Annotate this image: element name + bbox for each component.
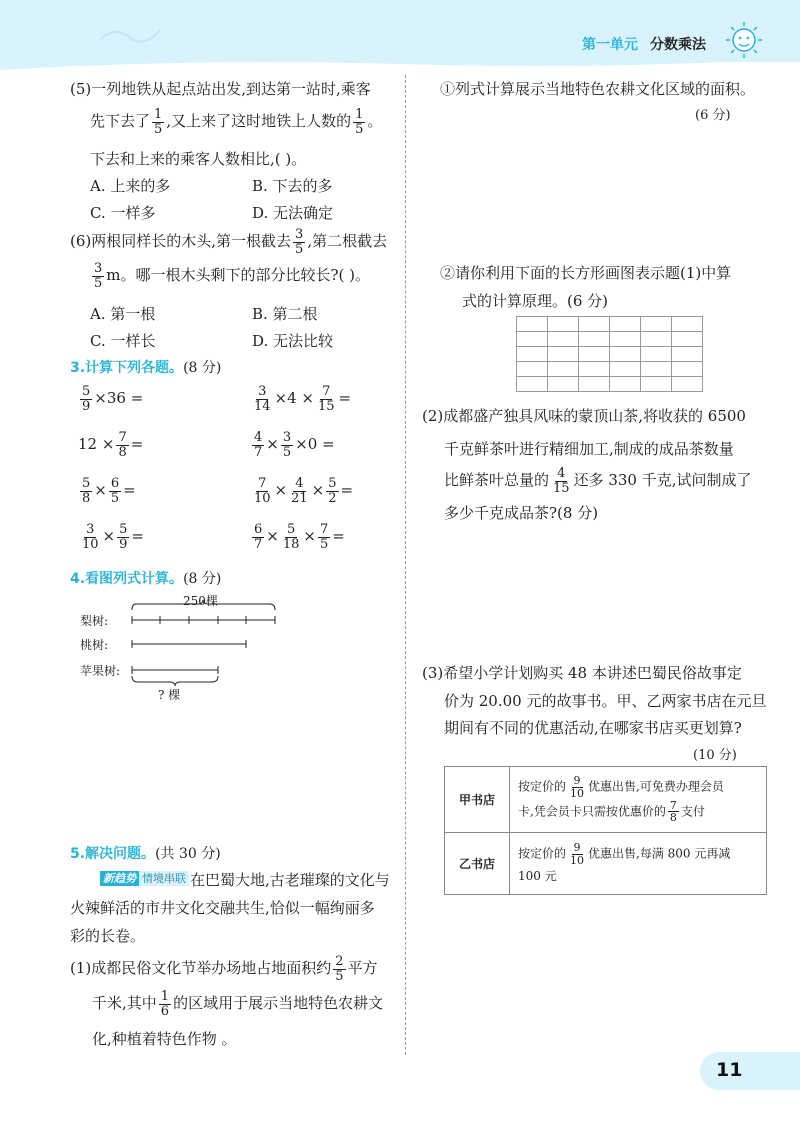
fraction: $\frac{1}{5}$ bbox=[355, 107, 364, 137]
q3-line3: 期间有不同的优惠活动,在哪家书店买更划算? bbox=[444, 719, 742, 737]
page-number-tab bbox=[700, 1052, 800, 1090]
diagram-peach-label: 桃树: bbox=[80, 638, 109, 652]
s5-intro-line3: 彩的长卷。 bbox=[70, 927, 146, 945]
q5-option-a[interactable]: A. 上来的多 bbox=[90, 177, 171, 195]
q5-option-d[interactable]: D. 无法确定 bbox=[252, 204, 334, 222]
q6-line2 bbox=[90, 262, 370, 290]
diagram-total-label: 250棵 bbox=[183, 594, 218, 608]
s5-q1-line1: (1)成都民俗文化节举办场地占地面积约 $\frac{2}{5}$ 平方 bbox=[70, 954, 378, 984]
s5-intro-line1: 在巴蜀大地,古老璀璨的文化与 bbox=[190, 871, 390, 889]
shop-b-offer: 按定价的 $\frac{9}{10}$ 优惠出售,每满 800 元再减 100 元 bbox=[510, 833, 767, 895]
q2-line3: 比鲜茶叶总量的 $\frac{4}{15}$ 还多 330 千克,试问制成了 bbox=[444, 466, 752, 496]
diagram-lines bbox=[80, 590, 300, 710]
shop-a-offer: 按定价的 $\frac{9}{10}$ 优惠出售,可免费办理会员 卡,凭会员卡只需按优惠价的 $\frac{7}{8}$ 支付 bbox=[510, 767, 767, 833]
section4-title: 4.看图列式计算。(8 分) bbox=[70, 571, 222, 587]
shop-a-cell: 甲书店 bbox=[445, 767, 510, 833]
q6-option-a[interactable]: A. 第一根 bbox=[90, 305, 156, 323]
badge-context: 情境串联 bbox=[139, 871, 189, 886]
q5-text: 。 bbox=[367, 112, 383, 131]
line-segment-diagram bbox=[80, 590, 300, 710]
calc-expr-4: $\frac{4}{7}$ × $\frac{3}{5}$ ×0 = bbox=[254, 430, 335, 460]
fraction: $\frac{1}{6}$ bbox=[160, 989, 170, 1019]
q6-option-c[interactable]: C. 一样长 bbox=[90, 332, 156, 350]
q3-points: (10 分) bbox=[693, 748, 737, 763]
item1-points: (6 分) bbox=[695, 108, 731, 123]
q6-option-b[interactable]: B. 第二根 bbox=[252, 305, 318, 323]
fraction: $\frac{4}{15}$ bbox=[553, 466, 570, 496]
q5-line1: (5)一列地铁从起点站出发,到达第一站时,乘客 bbox=[70, 80, 371, 98]
q5-line2 bbox=[90, 108, 382, 136]
bookstore-offer-table bbox=[444, 766, 767, 895]
s5-intro-line2: 火辣鲜活的市井文化交融共生,恰似一幅绚丽多 bbox=[70, 899, 375, 917]
header-swirl-icon bbox=[95, 20, 165, 54]
fraction: $\frac{2}{5}$ bbox=[335, 954, 344, 984]
calc-expr-7: $\frac{3}{10}$ × $\frac{5}{9}$ = bbox=[82, 522, 144, 552]
item1-prompt: ①列式计算展示当地特色农耕文化区域的面积。 bbox=[440, 80, 756, 98]
fraction: $\frac{1}{5}$ bbox=[154, 107, 163, 137]
column-divider bbox=[405, 75, 406, 1055]
section3-title: 3.计算下列各题。(8 分) bbox=[70, 360, 222, 376]
header-title: 分数乘法 bbox=[650, 37, 706, 53]
calc-expr-1: $\frac{5}{9}$ ×36 = bbox=[82, 384, 144, 414]
q6-option-d[interactable]: D. 无法比较 bbox=[252, 332, 334, 350]
calc-expr-8: $\frac{6}{7}$ × $\frac{5}{18}$ × $\frac{7}{5}$ = bbox=[254, 522, 345, 552]
q5-text: ,又上来了这时地铁上人数的 bbox=[166, 112, 352, 131]
calc-expr-2: $\frac{3}{14}$ ×4 × $\frac{7}{15}$ = bbox=[254, 384, 352, 414]
shop-b-cell: 乙书店 bbox=[445, 833, 510, 895]
q5-option-b[interactable]: B. 下去的多 bbox=[252, 177, 333, 195]
diagram-unknown-label: ? 棵 bbox=[158, 688, 181, 702]
q2-line2: 千克鲜茶叶进行精细加工,制成的成品茶数量 bbox=[444, 440, 734, 458]
s5-q1-line2: 千米,其中 $\frac{1}{6}$ 的区域用于展示当地特色农耕文 bbox=[92, 989, 384, 1019]
q5-text: 先下去了 bbox=[90, 112, 151, 131]
calc-expr-6: $\frac{7}{10}$ × $\frac{4}{21}$ × $\frac{5}{2}$ = bbox=[254, 476, 354, 506]
rectangle-grid[interactable] bbox=[516, 316, 703, 392]
item2-prompt-line1: ②请你利用下面的长方形画图表示题(1)中算 bbox=[440, 264, 732, 282]
badge-new-trend: 新趋势 bbox=[100, 871, 139, 886]
page-number: 11 bbox=[716, 1059, 743, 1081]
item2-prompt-line2: 式的计算原理。(6 分) bbox=[462, 292, 609, 310]
q6-text: ,第二根截去 bbox=[307, 232, 388, 251]
sun-flower-icon bbox=[718, 18, 774, 72]
q6-line1 bbox=[70, 228, 387, 256]
calc-expr-3: 12 × $\frac{7}{8}$ = bbox=[78, 430, 144, 460]
q6-text: (6)两根同样长的木头,第一根截去 bbox=[70, 232, 292, 251]
q6-text: m。哪一根木头剩下的部分比较长?( )。 bbox=[106, 266, 371, 285]
q5-option-c[interactable]: C. 一样多 bbox=[90, 204, 156, 222]
q3-line2: 价为 20.00 元的故事书。甲、乙两家书店在元旦 bbox=[444, 692, 767, 710]
diagram-apple-label: 苹果树: bbox=[80, 664, 121, 678]
context-badge bbox=[100, 870, 189, 886]
calc-expr-5: $\frac{5}{8}$ × $\frac{6}{5}$ = bbox=[82, 476, 136, 506]
diagram-pear-label: 梨树: bbox=[80, 614, 109, 628]
header-unit: 第一单元 bbox=[582, 37, 638, 53]
section5-title: 5.解决问题。(共 30 分) bbox=[70, 846, 221, 862]
q3-line1: (3)希望小学计划购买 48 本讲述巴蜀民俗故事定 bbox=[422, 664, 742, 682]
fraction: $\frac{3}{5}$ bbox=[295, 227, 304, 257]
q2-line1: (2)成都盛产独具风味的蒙顶山茶,将收获的 6500 bbox=[422, 407, 746, 425]
q2-line4: 多少千克成品茶?(8 分) bbox=[444, 504, 599, 522]
q5-line3: 下去和上来的乘客人数相比,( )。 bbox=[90, 150, 307, 168]
fraction: $\frac{3}{5}$ bbox=[94, 261, 103, 291]
s5-q1-line3: 化,种植着特色作物 。 bbox=[92, 1030, 237, 1048]
